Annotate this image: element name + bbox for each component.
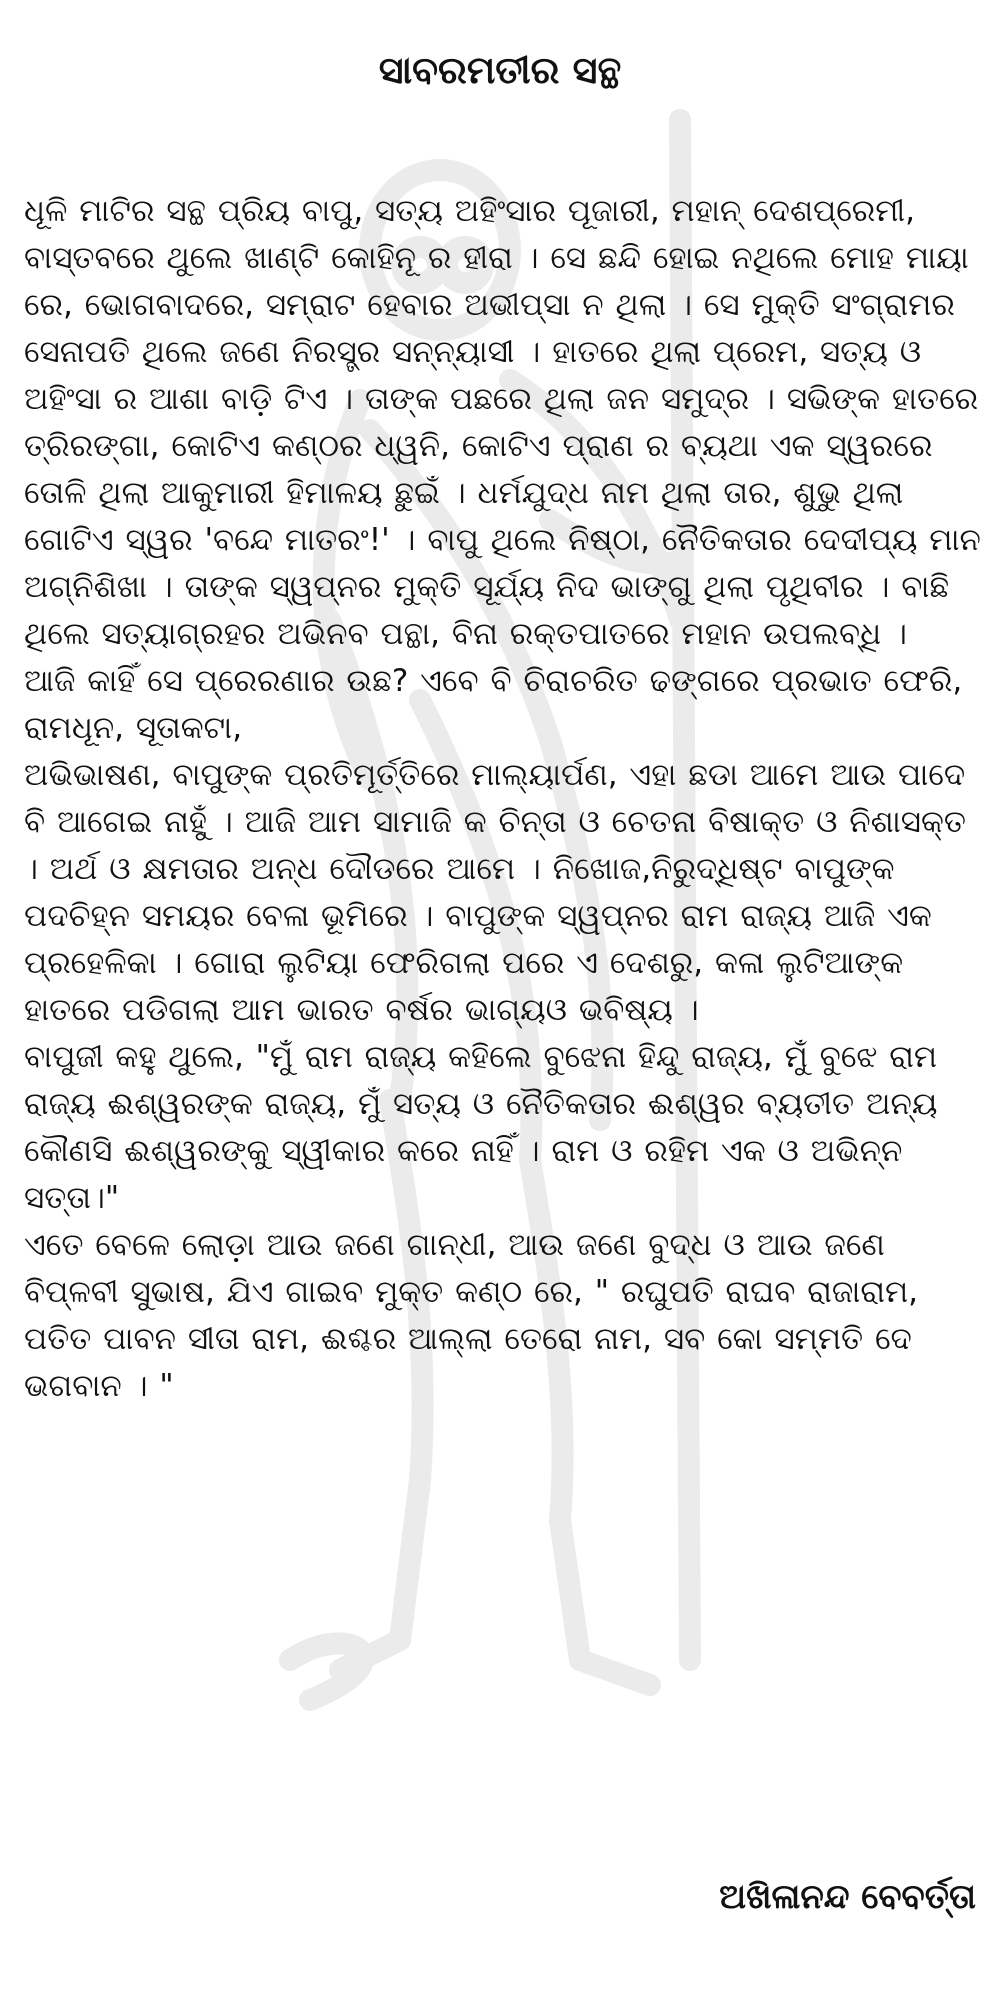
paragraph-3: ଅଭିଭାଷଣ, ବାପୁଙ୍କ ପ୍ରତିମୂର୍ତ୍ତିରେ ମାଲ୍ୟାର୍ପଣ, ଏହା ଛଡା ଆମେ ଆଉ ପାଦେ ବି ଆଗେଇ ନାହୁଁ । ଆଜି ଆମ ସାମାଜି କ ଚିନ୍ତା ଓ ଚେତନା ବିଷାକ୍ତ ଓ ନିଶାସକ୍ତ । ଅର୍ଥ ଓ କ୍ଷମତାର ଅନ୍ଧ ଦୌଡରେ ଆମେ । ନିଖୋଜ,ନିରୁଦ୍ଧିଷ୍ଟ ବାପୁଙ୍କ ପଦଚିହ୍ନ ସମୟର ବେଳା ଭୂମିରେ । ବାପୁଙ୍କ ସ୍ୱପ୍ନର ରାମ ରାଜ୍ୟ ଆଜି ଏକ ପ୍ରହେଳିକା । ଗୋରା ଲୁଟିୟା ଫେରିଗଲା ପରେ ଏ ଦେଶରୁ, କଳା ଲୁଟିଆଙ୍କ ହାତରେ ପଡିଗଲା ଆମ ଭାରତ ବର୍ଷର ଭାଗ୍ୟଓ ଭବିଷ୍ୟ । [24,757,966,1028]
paragraph-4: ବାପୁଜୀ କହୁ ଥୁଲେ, "ମୁଁ ରାମ ରାଜ୍ୟ କହିଲେ ବୁଝେନା ହିନ୍ଦୁ ରାଜ୍ୟ, ମୁଁ ବୁଝେ ରାମ ରାଜ୍ୟ ଈଶ୍ୱରଙ୍କ ରାଜ୍ୟ, ମୁଁ ସତ୍ୟ ଓ ନୈତିକତାର ଈଶ୍ୱର ବ୍ୟତୀତ ଅନ୍ୟ କୌଣସି ଈଶ୍ୱରଙ୍କୁ ସ୍ୱୀକାର କରେ ନାହିଁ । ରାମ ଓ ରହିମ ଏକ ଓ ଅଭିନ୍ନ ସତ୍ତା।" [24,1039,938,1216]
article-title: ସାବରମତୀର ସନ୍ଥ [378,48,622,92]
paragraph-5: ଏତେ ବେଳେ ଲୋଡ଼ା ଆଉ ଜଣେ ଗାନ୍ଧୀ, ଆଉ ଜଣେ ବୁଦ୍ଧ ଓ ଆଉ ଜଣେ ବିପ୍ଳବୀ ସୁଭାଷ, ଯିଏ ଗାଇବ ମୁକ୍ତ କଣ୍ଠ ରେ, " ରଘୁପତି ରାଘବ ରାଜାରାମ, ପତିତ ପାବନ ସୀତା ରାମ, ଈଶ୍ଚର ଆଲ୍ଲା ତେରୋ ନାମ, ସବ କୋ ସମ୍ମତି ଦେ ଭଗବାନ । " [24,1227,919,1404]
paragraph-1: ଧୂଳି ମାଟିର ସନ୍ଥ ପ୍ରିୟ ବାପୁ, ସତ୍ୟ ଅହିଂସାର ପୂଜାରୀ, ମହାନ୍ ଦେଶପ୍ରେମୀ, ବାସ୍ତବରେ ଥୁଲେ ଖାଣ୍ଟି କୋହିନୂ ର ହୀରା । ସେ ଛନ୍ଦି ହୋଇ ନଥିଲେ ମୋହ ମାୟା ରେ, ଭୋଗବାଦରେ, ସମ୍ରାଟ ହେବାର ଅଭୀପ୍ସା ନ ଥିଲା । ସେ ମୁକ୍ତି ସଂଗ୍ରାମର ସେନାପତି ଥିଲେ ଜଣେ ନିରସ୍ତ୍ର ସନ୍ନ୍ୟାସୀ । ହାତରେ ଥିଲା ପ୍ରେମ, ସତ୍ୟ ଓ ଅହିଂସା ର ଆଶା ବାଡ଼ି ଟିଏ । ତାଙ୍କ ପଛରେ ଥିଲା ଜନ ସମୁଦ୍ର । ସଭିଙ୍କ ହାତରେ ତ୍ରିରଙ୍ଗା, କୋଟିଏ କଣ୍ଠର ଧ୍ୱନି, କୋଟିଏ ପ୍ରାଣ ର ବ୍ୟଥା ଏକ ସ୍ୱରରେ ତୋଳି ଥିଲା ଆକୁମାରୀ ହିମାଳୟ ଛୁଇଁ । ଧର୍ମଯୁଦ୍ଧ ନାମ ଥିଲା ତାର, ଶୁଭୁ ଥିଲା ଗୋଟିଏ ସ୍ୱର 'ବନ୍ଦେ ମାତରଂ!' । ବାପୁ ଥିଲେ ନିଷ୍ଠା, ନୈତିକତାର ଦେଦୀପ୍ୟ ମାନ ଅଗ୍ନିଶିଖା । ତାଙ୍କ ସ୍ୱପ୍ନର ମୁକ୍ତି ସୂର୍ଯ୍ୟ ନିଦ ଭାଙ୍ଗୁ ଥିଲା ପୃଥିବୀର । ବାଛି ଥିଲେ ସତ୍ୟାଗ୍ରହର ଅଭିନବ ପନ୍ଥା, ବିନା ରକ୍ତପାତରେ ମହାନ ଉପଲବ୍ଧି । [24,193,981,652]
article-body [24,188,984,1410]
author-name: ଅଖିଳାନନ୍ଦ ବେବର୍ତ୍ତା [719,1877,976,1917]
paragraph-2: ଆଜି କାହିଁ ସେ ପ୍ରେରଣାର ଉଛ? ଏବେ ବି ଚିରାଚରିତ ଢଙ୍ଗରେ ପ୍ରଭାତ ଫେରି, ରାମଧୂନ, ସୂତାକଟା, [24,663,963,746]
